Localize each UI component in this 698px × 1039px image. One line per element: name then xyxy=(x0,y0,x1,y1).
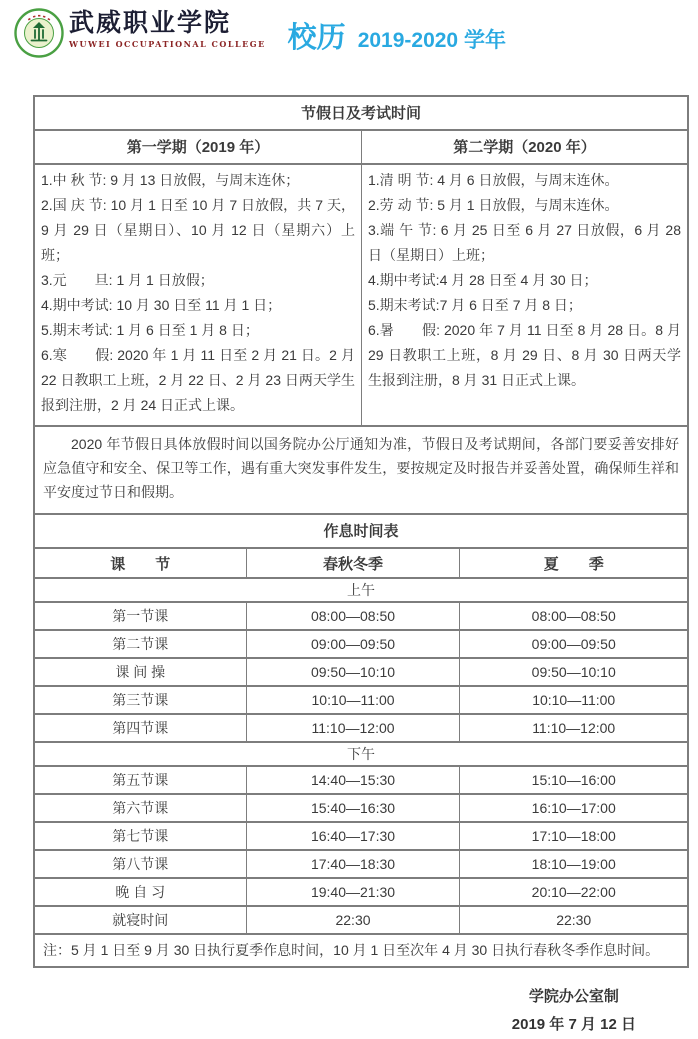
holiday-item: 5.期末考试:7 月 6 日至 7 月 8 日； xyxy=(368,297,582,313)
summer-time: 16:10—17:00 xyxy=(459,795,687,821)
holiday-note: 2020 年节假日具体放假时间以国务院办公厅通知为准，节假日及考试期间，各部门要妥善安排好应急值守和安全、保卫等工作，遇有重大突发事件发生，要按规定及时报告并妥善处置，确保师生祥和平安度过节日和假期。 xyxy=(35,425,687,513)
table-row xyxy=(35,685,687,713)
section-afternoon: 下午 xyxy=(35,741,687,765)
course-name: 第一节课 xyxy=(112,608,169,624)
summer-time: 17:10—18:00 xyxy=(459,823,687,849)
section-morning: 上午 xyxy=(35,577,687,601)
spring-time: 09:00—09:50 xyxy=(246,631,460,657)
spring-time: 17:40—18:30 xyxy=(246,851,460,877)
table-row xyxy=(35,713,687,741)
table-row xyxy=(35,629,687,657)
holiday-item: 5.期末考试: 1 月 6 日至 1 月 8 日； xyxy=(41,322,259,338)
document-title xyxy=(288,8,506,56)
course-name: 第四节课 xyxy=(112,720,169,736)
course-name: 第二节课 xyxy=(112,636,169,652)
schedule-table-title: 作息时间表 xyxy=(35,513,687,547)
spring-time: 15:40—16:30 xyxy=(246,795,460,821)
course-name: 第五节课 xyxy=(112,772,169,788)
column-header-summer: 夏 季 xyxy=(459,549,687,577)
spring-time: 22:30 xyxy=(246,907,460,933)
holiday-item: 1.清 明 节: 4 月 6 日放假，与周末连休。 xyxy=(368,172,619,188)
page-header xyxy=(0,0,698,62)
summer-time: 15:10—16:00 xyxy=(459,767,687,793)
table-row xyxy=(35,765,687,793)
college-name-en: WUWEI OCCUPATIONAL COLLEGE xyxy=(69,39,266,49)
course-name: 课 间 操 xyxy=(115,664,166,680)
holiday-table-title: 节假日及考试时间 xyxy=(300,105,421,122)
course-name: 第六节课 xyxy=(112,800,169,816)
holiday-item: 2.劳 动 节: 5 月 1 日放假，与周末连休。 xyxy=(368,197,619,213)
holiday-item: 2.国 庆 节: 10 月 1 日至 10 月 7 日放假，共 7 天，9 月 29 日（星期日）、10 月 12 日（星期六）上班； xyxy=(41,197,355,263)
table-row xyxy=(35,601,687,629)
semester-body-row xyxy=(35,163,687,425)
schedule-header-row xyxy=(35,547,687,577)
spring-time: 09:50—10:10 xyxy=(246,659,460,685)
course-name: 第三节课 xyxy=(112,692,169,708)
spring-time: 08:00—08:50 xyxy=(246,603,460,629)
semester2-header: 第二学期（2020 年） xyxy=(361,131,687,163)
holiday-item: 3.元 旦: 1 月 1 日放假； xyxy=(41,272,214,288)
summer-time: 20:10—22:00 xyxy=(459,879,687,905)
holiday-item: 6.寒 假: 2020 年 1 月 11 日至 2 月 21 日。2 月 22 日教职工上班，2 月 22 日、2 月 23 日两天学生报到注册，2 月 24 日正式上课。 xyxy=(41,347,355,413)
course-name: 晚 自 习 xyxy=(115,884,166,900)
column-header-course: 课 节 xyxy=(110,555,171,573)
course-name: 第七节课 xyxy=(112,828,169,844)
table-row xyxy=(35,657,687,685)
college-seal-icon xyxy=(14,8,64,58)
holiday-item: 3.端 午 节: 6 月 25 日至 6 月 27 日放假，6 月 28 日（星期日）上班； xyxy=(368,222,681,263)
summer-time: 11:10—12:00 xyxy=(459,715,687,741)
college-name-block xyxy=(69,8,266,49)
spring-time: 14:40—15:30 xyxy=(246,767,460,793)
summer-time: 22:30 xyxy=(459,907,687,933)
table-row xyxy=(35,793,687,821)
doc-title-year: 2019-2020 学年 xyxy=(357,29,506,52)
spring-time: 16:40—17:30 xyxy=(246,823,460,849)
holiday-item: 6.暑 假: 2020 年 7 月 11 日至 8 月 28 日。8 月 29 日教职工上班，8 月 29 日、8 月 30 日两天学生报到注册，8 月 31 日正式上课。 xyxy=(368,322,681,388)
table-row xyxy=(35,821,687,849)
summer-time: 10:10—11:00 xyxy=(459,687,687,713)
schedule-note: 注：5 月 1 日至 9 月 30 日执行夏季作息时间，10 月 1 日至次年 4 月 30 日执行春秋冬季作息时间。 xyxy=(35,933,687,966)
spring-time: 10:10—11:00 xyxy=(246,687,460,713)
holiday-item: 4.期中考试: 10 月 30 日至 11 月 1 日； xyxy=(41,297,282,313)
calendar-table xyxy=(33,95,689,968)
table-row xyxy=(35,877,687,905)
column-header-spring: 春秋冬季 xyxy=(246,549,460,577)
summer-time: 08:00—08:50 xyxy=(459,603,687,629)
semester-header-row xyxy=(35,129,687,163)
page-footer xyxy=(512,983,636,1039)
college-name-cn: 武威职业学院 xyxy=(69,8,232,37)
summer-time: 09:50—10:10 xyxy=(459,659,687,685)
footer-issuer: 学院办公室制 xyxy=(528,988,619,1005)
holiday-item: 1.中 秋 节: 9 月 13 日放假，与周末连休； xyxy=(41,172,300,188)
semester1-header: 第一学期（2019 年） xyxy=(126,139,270,156)
summer-time: 18:10—19:00 xyxy=(459,851,687,877)
spring-time: 19:40—21:30 xyxy=(246,879,460,905)
table-row xyxy=(35,849,687,877)
course-name: 第八节课 xyxy=(112,856,169,872)
semester2-items xyxy=(361,165,687,425)
semester1-items xyxy=(35,165,361,425)
course-name: 就寝时间 xyxy=(112,912,169,928)
doc-title-main: 校历 xyxy=(287,22,346,54)
summer-time: 09:00—09:50 xyxy=(459,631,687,657)
table-row xyxy=(35,905,687,933)
footer-date: 2019 年 7 月 12 日 xyxy=(511,1016,636,1033)
spring-time: 11:10—12:00 xyxy=(246,715,460,741)
holiday-item: 4.期中考试:4 月 28 日至 4 月 30 日； xyxy=(368,272,598,288)
